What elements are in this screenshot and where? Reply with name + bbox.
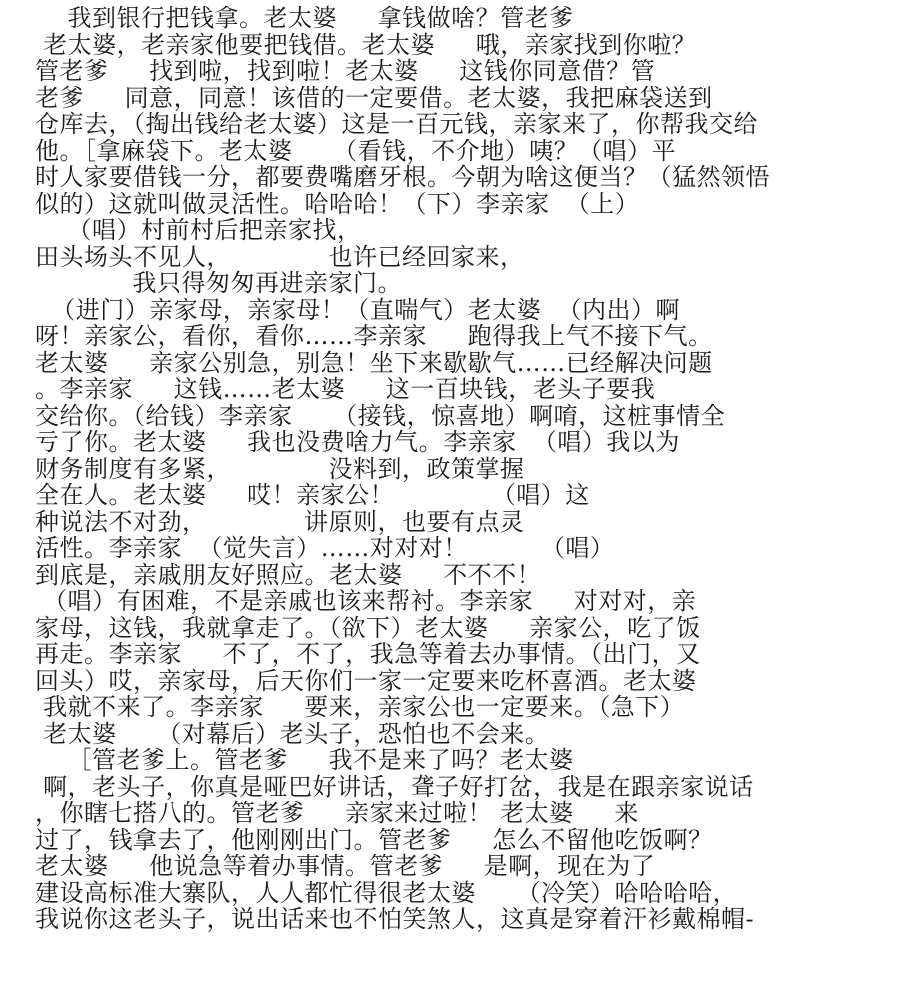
- text-line: 田头场头不见人， 也许已经回家来，: [35, 243, 525, 270]
- text-line: 老太婆 他说急等着办事情。管老爹 是啊，现在为了: [35, 853, 656, 880]
- text-line: （进门）亲家母，亲家母！（直喘气）老太婆 （内出）啊: [35, 296, 681, 323]
- text-line: 管老爹 找到啦，找到啦！老太婆 这钱你同意借？管: [35, 58, 656, 85]
- text-line: 种说法不对劲， 讲原则，也要有点灵: [35, 508, 525, 535]
- text-line: 时人家要借钱一分，都要费嘴磨牙根。今朝为啥这便当？（猛然领悟: [35, 164, 770, 191]
- text-line: 呀！亲家公，看你，看你……李亲家 跑得我上气不接下气。: [35, 323, 713, 350]
- text-line: 全在人。老太婆 哎！亲家公！ （唱）这: [35, 482, 590, 509]
- text-line: 回头）哎，亲家母，后天你们一家一定要来吃杯喜酒。老太婆: [35, 667, 697, 694]
- text-line: 我说你这老头子，说出话来也不怕笑煞人，这真是穿着汗衫戴棉帽-: [35, 906, 755, 933]
- text-line: ，你瞎七搭八的。管老爹 亲家来过啦！ 老太婆 来: [35, 800, 639, 827]
- text-line: 我就不来了。李亲家 要来，亲家公也一定要来。（急下）: [35, 694, 685, 721]
- text-line: 我只得匆匆再进亲家门。: [35, 270, 403, 297]
- text-line: （唱）有困难，不是亲戚也该来帮衬。李亲家 对对对，亲: [35, 588, 697, 615]
- text-line: 活性。李亲家 （觉失言）……对对对！ （唱）: [35, 535, 615, 562]
- text-line: 似的）这就叫做灵活性。哈哈哈！（下）李亲家 （上）: [35, 190, 640, 217]
- text-line: 亏了你。老太婆 我也没费啥力气。李亲家 （唱）我以为: [35, 429, 680, 456]
- text-line: 老太婆 （对幕后）老头子，恐怕也不会来。: [35, 720, 550, 747]
- text-line: 财务制度有多紧， 没料到，政策掌握: [35, 455, 525, 482]
- text-line: 老太婆，老亲家他要把钱借。老太婆 哦，亲家找到你啦？: [35, 31, 697, 58]
- text-line: 建设高标准大寨队，人人都忙得很老太婆 （冷笑）哈哈哈哈，: [35, 879, 738, 906]
- text-line: 老太婆 亲家公别急，别急！坐下来歇歇气……已经解决问题: [35, 349, 713, 376]
- text-line: 啊，老头子，你真是哑巴好讲话，聋子好打岔，我是在跟亲家说话: [35, 773, 754, 800]
- text-line: 交给你。（给钱）李亲家 （接钱，惊喜地）啊唷，这桩事情全: [35, 402, 726, 429]
- text-line: （唱）村前村后把亲家找，: [35, 217, 362, 244]
- text-line: 仓库去，（掏出钱给老太婆）这是一百元钱，亲家来了，你帮我交给: [35, 111, 758, 138]
- text-line: 到底是，亲戚朋友好照应。老太婆 不不不！: [35, 561, 542, 588]
- text-line: 我到银行把钱拿。老太婆 拿钱做啥？管老爹: [35, 5, 574, 32]
- text-line: 。李亲家 这钱……老太婆 这一百块钱，老头子要我: [35, 376, 656, 403]
- text-line: 老爹 同意，同意！该借的一定要借。老太婆，我把麻袋送到: [35, 84, 713, 111]
- text-line: 家母，这钱，我就拿走了。（欲下）老太婆 亲家公，吃了饭: [35, 614, 701, 641]
- text-line: 过了，钱拿去了，他刚刚出门。管老爹 怎么不留他吃饭啊？: [35, 826, 713, 853]
- script-text-body: [35, 5, 885, 933]
- text-line: 他。［拿麻袋下。老太婆 （看钱，不介地）咦？（唱）平: [35, 137, 677, 164]
- text-line: 再走。李亲家 不了，不了，我急等着去办事情。（出门，又: [35, 641, 701, 668]
- text-line: ［管老爹上。管老爹 我不是来了吗？老太婆: [35, 747, 574, 774]
